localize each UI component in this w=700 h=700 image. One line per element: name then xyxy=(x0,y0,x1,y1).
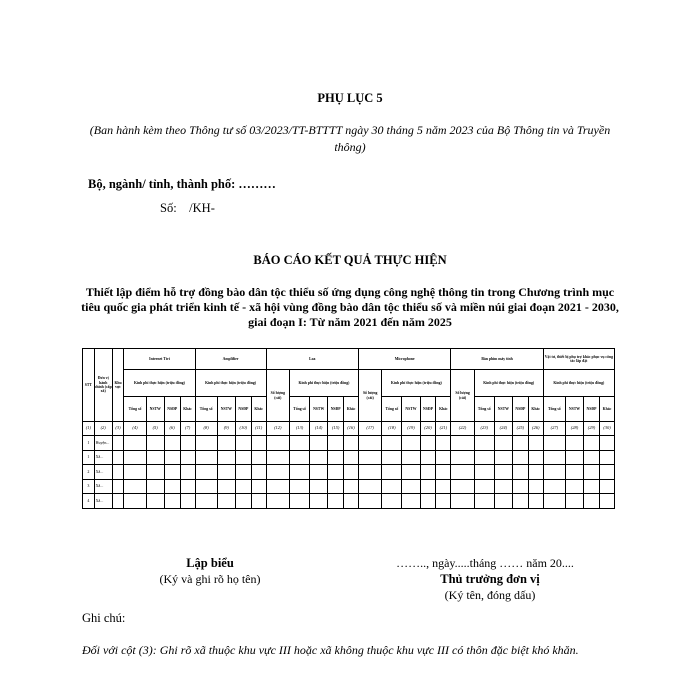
table-cell[interactable] xyxy=(217,436,235,451)
note-label: Ghi chú: xyxy=(82,611,126,625)
table-cell[interactable] xyxy=(358,494,381,509)
sub-nsdp: NSĐP xyxy=(164,397,180,422)
column-number: (24) xyxy=(494,422,512,436)
sub-other: Khác xyxy=(528,397,543,422)
table-cell[interactable] xyxy=(584,436,600,451)
table-cell[interactable] xyxy=(146,465,164,480)
table-cell[interactable] xyxy=(512,450,528,465)
column-number: (7) xyxy=(180,422,195,436)
table-cell[interactable] xyxy=(344,479,359,494)
table-cell[interactable] xyxy=(451,450,474,465)
table-cell[interactable] xyxy=(584,494,600,509)
table-cell[interactable] xyxy=(180,436,195,451)
table-cell[interactable] xyxy=(474,436,494,451)
group-header: Internet Tivi xyxy=(124,349,195,370)
table-cell[interactable] xyxy=(436,494,451,509)
sub-total: Tổng số xyxy=(289,397,309,422)
row-stt: 2 xyxy=(83,465,95,480)
table-cell[interactable] xyxy=(112,494,124,509)
table-cell[interactable] xyxy=(146,450,164,465)
column-number: (12) xyxy=(266,422,289,436)
table-cell[interactable] xyxy=(344,494,359,509)
table-cell[interactable] xyxy=(195,494,217,509)
table-cell[interactable] xyxy=(512,436,528,451)
table-cell[interactable] xyxy=(124,479,146,494)
sub-nsdp: NSĐP xyxy=(420,397,436,422)
column-number: (4) xyxy=(124,422,146,436)
table-cell[interactable] xyxy=(512,479,528,494)
group-header: Microphone xyxy=(358,349,450,370)
table-cell[interactable] xyxy=(180,479,195,494)
row-unit-name: Xã... xyxy=(94,465,112,480)
quantity-header: Số lượng (cái) xyxy=(358,370,381,422)
column-number: (18) xyxy=(382,422,402,436)
table-cell[interactable] xyxy=(436,479,451,494)
ministry-line: Bộ, ngành/ tỉnh, thành phố: ……… xyxy=(88,177,276,191)
table-cell[interactable] xyxy=(266,450,289,465)
table-cell[interactable] xyxy=(382,436,402,451)
column-number: (25) xyxy=(512,422,528,436)
table-cell[interactable] xyxy=(235,436,251,451)
column-number: (5) xyxy=(146,422,164,436)
table-cell[interactable] xyxy=(251,450,266,465)
table-cell[interactable] xyxy=(565,436,583,451)
table-cell[interactable] xyxy=(599,436,614,451)
column-number: (26) xyxy=(528,422,543,436)
table-row xyxy=(83,450,615,465)
column-number: (17) xyxy=(358,422,381,436)
column-number: (15) xyxy=(328,422,344,436)
preparer-signature-note: (Ký và ghi rõ họ tên) xyxy=(159,572,261,586)
table-cell[interactable] xyxy=(451,465,474,480)
table-cell[interactable] xyxy=(344,450,359,465)
table-cell[interactable] xyxy=(217,465,235,480)
sub-nsdp: NSĐP xyxy=(235,397,251,422)
issued-note: (Ban hành kèm theo Thông tư số 03/2023/TT-BTTTT ngày 30 tháng 5 năm 2023 của Bộ Thông tin và Truyền thông) xyxy=(89,123,611,154)
column-number: (28) xyxy=(565,422,583,436)
table-cell[interactable] xyxy=(494,494,512,509)
row-stt: 3 xyxy=(83,479,95,494)
table-cell[interactable] xyxy=(217,479,235,494)
table-cell[interactable] xyxy=(494,479,512,494)
report-table xyxy=(82,348,615,509)
table-cell[interactable] xyxy=(599,479,614,494)
table-cell[interactable] xyxy=(235,479,251,494)
column-number: (1) xyxy=(83,422,95,436)
table-cell[interactable] xyxy=(358,436,381,451)
funding-header: Kinh phí thực hiện (triệu đồng) xyxy=(124,370,195,397)
table-cell[interactable] xyxy=(251,465,266,480)
row-unit-name: Xã... xyxy=(94,450,112,465)
sub-other: Khác xyxy=(251,397,266,422)
sub-nsdp: NSĐP xyxy=(584,397,600,422)
table-cell[interactable] xyxy=(112,465,124,480)
table-cell[interactable] xyxy=(328,465,344,480)
table-cell[interactable] xyxy=(217,450,235,465)
table-cell[interactable] xyxy=(528,465,543,480)
table-cell[interactable] xyxy=(164,450,180,465)
sub-other: Khác xyxy=(180,397,195,422)
table-cell[interactable] xyxy=(251,479,266,494)
column-number: (14) xyxy=(310,422,328,436)
preparer-title: Lập biểu xyxy=(186,556,234,570)
table-cell[interactable] xyxy=(543,450,565,465)
table-cell[interactable] xyxy=(420,450,436,465)
table-cell[interactable] xyxy=(584,465,600,480)
table-cell[interactable] xyxy=(124,436,146,451)
table-cell[interactable] xyxy=(436,450,451,465)
table-cell[interactable] xyxy=(195,436,217,451)
table-cell[interactable] xyxy=(235,465,251,480)
column-number: (27) xyxy=(543,422,565,436)
column-number: (29) xyxy=(584,422,600,436)
table-cell[interactable] xyxy=(451,494,474,509)
sub-other: Khác xyxy=(344,397,359,422)
table-cell[interactable] xyxy=(146,494,164,509)
table-cell[interactable] xyxy=(474,479,494,494)
sub-other: Khác xyxy=(599,397,614,422)
unit-header: Đơn vị hành chính (cấp xã) xyxy=(94,349,112,422)
table-cell[interactable] xyxy=(289,479,309,494)
quantity-header: Số lượng (cái) xyxy=(266,370,289,422)
column-number: (13) xyxy=(289,422,309,436)
table-cell[interactable] xyxy=(474,494,494,509)
header-row-groups xyxy=(83,349,615,370)
table-cell[interactable] xyxy=(543,436,565,451)
sub-total: Tổng số xyxy=(543,397,565,422)
table-cell[interactable] xyxy=(382,450,402,465)
table-cell[interactable] xyxy=(289,494,309,509)
table-cell[interactable] xyxy=(382,494,402,509)
table-cell[interactable] xyxy=(344,436,359,451)
table-cell[interactable] xyxy=(195,465,217,480)
table-cell[interactable] xyxy=(565,479,583,494)
table-cell[interactable] xyxy=(402,436,420,451)
table-cell[interactable] xyxy=(528,436,543,451)
table-cell[interactable] xyxy=(195,479,217,494)
unit-head-signature-note: (Ký tên, đóng dấu) xyxy=(444,588,536,602)
table-cell[interactable] xyxy=(266,436,289,451)
table-cell[interactable] xyxy=(251,494,266,509)
table-cell[interactable] xyxy=(494,450,512,465)
table-cell[interactable] xyxy=(164,479,180,494)
sub-nstw: NSTW xyxy=(217,397,235,422)
table-cell[interactable] xyxy=(289,436,309,451)
sub-nstw: NSTW xyxy=(310,397,328,422)
table-cell[interactable] xyxy=(146,436,164,451)
table-row xyxy=(83,436,615,451)
table-cell[interactable] xyxy=(328,450,344,465)
row-unit-name: Huyện... xyxy=(94,436,112,451)
group-header: Vật tư, thiết bị phụ trợ khác phục vụ công tác lắp đặt xyxy=(543,349,614,370)
table-cell[interactable] xyxy=(494,436,512,451)
table-cell[interactable] xyxy=(266,465,289,480)
table-cell[interactable] xyxy=(402,479,420,494)
table-cell[interactable] xyxy=(420,465,436,480)
column-number: (19) xyxy=(402,422,420,436)
table-cell[interactable] xyxy=(402,465,420,480)
table-cell[interactable] xyxy=(310,450,328,465)
sub-nstw: NSTW xyxy=(565,397,583,422)
table-cell[interactable] xyxy=(328,494,344,509)
table-cell[interactable] xyxy=(494,465,512,480)
table-cell[interactable] xyxy=(328,436,344,451)
area-header: Khu vực xyxy=(112,349,124,422)
table-cell[interactable] xyxy=(180,465,195,480)
table-cell[interactable] xyxy=(266,479,289,494)
table-cell[interactable] xyxy=(124,465,146,480)
table-cell[interactable] xyxy=(512,494,528,509)
table-cell[interactable] xyxy=(289,450,309,465)
group-header: Loa xyxy=(266,349,358,370)
column-number-row xyxy=(83,422,615,436)
table-cell[interactable] xyxy=(358,479,381,494)
table-cell[interactable] xyxy=(235,450,251,465)
table-cell[interactable] xyxy=(195,450,217,465)
header-row-funding xyxy=(83,370,615,397)
table-cell[interactable] xyxy=(382,465,402,480)
sub-total: Tổng số xyxy=(382,397,402,422)
quantity-header: Số lượng (cái) xyxy=(451,370,474,422)
table-cell[interactable] xyxy=(310,465,328,480)
note-text: Đối với cột (3): Ghi rõ xã thuộc khu vực III hoặc xã không thuộc khu vực III có thôn đặc biệt khó khăn. xyxy=(82,643,579,657)
table-cell[interactable] xyxy=(584,479,600,494)
sub-total: Tổng số xyxy=(474,397,494,422)
date-line: …….., ngày.....tháng …… năm 20.... xyxy=(396,556,574,570)
appendix-title: PHỤ LỤC 5 xyxy=(317,91,383,105)
table-cell[interactable] xyxy=(310,479,328,494)
table-cell[interactable] xyxy=(451,436,474,451)
group-header: Amplifier xyxy=(195,349,266,370)
sub-nsdp: NSĐP xyxy=(512,397,528,422)
group-header: Bàn phím máy tính xyxy=(451,349,543,370)
column-number: (6) xyxy=(164,422,180,436)
table-cell[interactable] xyxy=(164,436,180,451)
row-stt: I xyxy=(83,436,95,451)
report-subtitle: Thiết lập điểm hỗ trợ đồng bào dân tộc thiểu số ứng dụng công nghệ thông tin trong Chương trình mục tiêu quốc gia phát triển kinh tế - xã hội vùng đồng bào dân tộc thiểu số và miền núi giai đoạn 2021 - 2030, giai đoạn I: Từ năm 2021 đến năm 2025 xyxy=(81,285,619,329)
row-stt: 4 xyxy=(83,494,95,509)
table-cell[interactable] xyxy=(310,436,328,451)
table-cell[interactable] xyxy=(599,494,614,509)
table-cell[interactable] xyxy=(528,450,543,465)
table-cell[interactable] xyxy=(599,450,614,465)
table-cell[interactable] xyxy=(344,465,359,480)
sub-total: Tổng số xyxy=(124,397,146,422)
sub-nstw: NSTW xyxy=(402,397,420,422)
sub-other: Khác xyxy=(436,397,451,422)
funding-header: Kinh phí thực hiện (triệu đồng) xyxy=(474,370,543,397)
table-cell[interactable] xyxy=(451,479,474,494)
table-cell[interactable] xyxy=(112,479,124,494)
column-number: (16) xyxy=(344,422,359,436)
table-cell[interactable] xyxy=(565,494,583,509)
table-cell[interactable] xyxy=(528,494,543,509)
table-cell[interactable] xyxy=(584,450,600,465)
table-cell[interactable] xyxy=(599,465,614,480)
document-number: Số: /KH- xyxy=(160,201,215,215)
unit-head-title: Thủ trưởng đơn vị xyxy=(440,572,540,586)
column-number: (23) xyxy=(474,422,494,436)
sub-nstw: NSTW xyxy=(146,397,164,422)
sub-total: Tổng số xyxy=(195,397,217,422)
header-row-sub xyxy=(83,397,615,422)
column-number: (8) xyxy=(195,422,217,436)
table-cell[interactable] xyxy=(180,494,195,509)
table-cell[interactable] xyxy=(358,450,381,465)
table-cell[interactable] xyxy=(436,465,451,480)
table-cell[interactable] xyxy=(112,450,124,465)
funding-header: Kinh phí thực hiện (triệu đồng) xyxy=(543,370,614,397)
table-cell[interactable] xyxy=(358,465,381,480)
table-cell[interactable] xyxy=(164,494,180,509)
row-unit-name: Xã... xyxy=(94,494,112,509)
column-number: (30) xyxy=(599,422,614,436)
report-title: BÁO CÁO KẾT QUẢ THỰC HIỆN xyxy=(253,253,447,267)
table-cell[interactable] xyxy=(402,450,420,465)
column-number: (21) xyxy=(436,422,451,436)
table-cell[interactable] xyxy=(112,436,124,451)
table-row xyxy=(83,465,615,480)
table-cell[interactable] xyxy=(217,494,235,509)
table-cell[interactable] xyxy=(266,494,289,509)
column-number: (22) xyxy=(451,422,474,436)
table-cell[interactable] xyxy=(420,494,436,509)
table-cell[interactable] xyxy=(565,450,583,465)
table-cell[interactable] xyxy=(543,465,565,480)
table-cell[interactable] xyxy=(235,494,251,509)
table-cell[interactable] xyxy=(402,494,420,509)
table-cell[interactable] xyxy=(289,465,309,480)
sub-nstw: NSTW xyxy=(494,397,512,422)
table-cell[interactable] xyxy=(565,465,583,480)
table-cell[interactable] xyxy=(420,479,436,494)
funding-header: Kinh phí thực hiện (triệu đồng) xyxy=(195,370,266,397)
table-cell[interactable] xyxy=(382,479,402,494)
table-cell[interactable] xyxy=(474,465,494,480)
table-cell[interactable] xyxy=(251,436,266,451)
row-stt: 1 xyxy=(83,450,95,465)
column-number: (3) xyxy=(112,422,124,436)
table-cell[interactable] xyxy=(512,465,528,480)
column-number: (11) xyxy=(251,422,266,436)
table-cell[interactable] xyxy=(164,465,180,480)
table-cell[interactable] xyxy=(528,479,543,494)
table-cell[interactable] xyxy=(180,450,195,465)
table-cell[interactable] xyxy=(310,494,328,509)
table-cell[interactable] xyxy=(543,479,565,494)
table-cell[interactable] xyxy=(146,479,164,494)
funding-header: Kinh phí thực hiện (triệu đồng) xyxy=(289,370,358,397)
funding-header: Kinh phí thực hiện (triệu đồng) xyxy=(382,370,451,397)
row-unit-name: Xã... xyxy=(94,479,112,494)
table-cell[interactable] xyxy=(328,479,344,494)
table-cell[interactable] xyxy=(124,450,146,465)
table-cell[interactable] xyxy=(474,450,494,465)
table-cell[interactable] xyxy=(420,436,436,451)
column-number: (10) xyxy=(235,422,251,436)
table-cell[interactable] xyxy=(124,494,146,509)
sub-nsdp: NSĐP xyxy=(328,397,344,422)
stt-header: STT xyxy=(83,349,95,422)
column-number: (20) xyxy=(420,422,436,436)
table-row xyxy=(83,494,615,509)
column-number: (9) xyxy=(217,422,235,436)
column-number: (2) xyxy=(94,422,112,436)
table-cell[interactable] xyxy=(543,494,565,509)
table-row xyxy=(83,479,615,494)
table-cell[interactable] xyxy=(436,436,451,451)
